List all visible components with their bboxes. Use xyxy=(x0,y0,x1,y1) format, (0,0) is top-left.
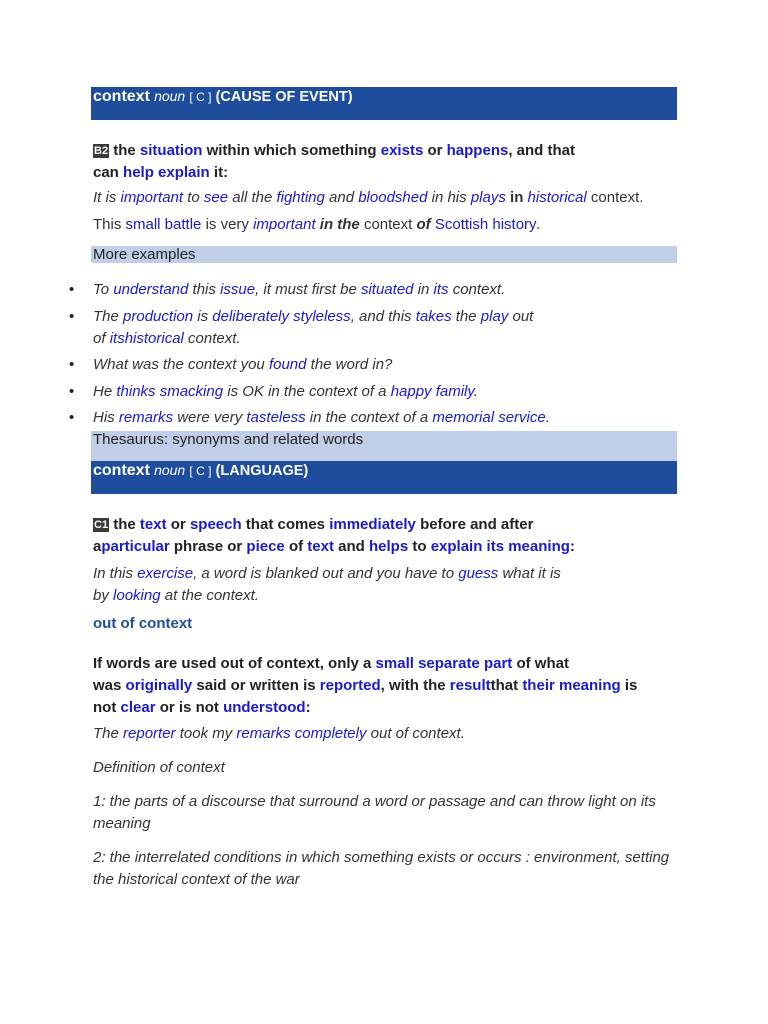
ex-link[interactable]: small battle xyxy=(125,216,202,233)
ex-link[interactable]: happy family xyxy=(390,382,474,400)
ex-text: to xyxy=(187,189,200,206)
definition-heading: Definition of context xyxy=(93,759,225,776)
list-item: • The production is deliberately styleless, and this takes the play out of itshistorical context. xyxy=(93,306,613,350)
ex-link[interactable]: play xyxy=(480,307,509,325)
def-link[interactable]: exists xyxy=(380,142,424,159)
ex-link[interactable]: takes xyxy=(415,307,452,325)
ex-link[interactable]: guess xyxy=(458,565,499,582)
ex-link[interactable]: important xyxy=(253,216,316,233)
grammar-code: [ C ] xyxy=(189,90,212,104)
def-link[interactable]: clear xyxy=(120,699,156,716)
more-examples-label: More examples xyxy=(93,246,196,263)
ex-link[interactable]: its xyxy=(433,281,449,298)
def-word: or xyxy=(427,142,443,159)
list-item: • His remarks were very tasteless in the context of a memorial service. xyxy=(93,407,613,429)
entry-header-cause xyxy=(91,87,677,120)
def-link[interactable]: their meaning xyxy=(522,677,621,694)
ex-text: . xyxy=(536,216,541,233)
examples-list xyxy=(93,279,613,434)
def-link[interactable]: text xyxy=(307,538,334,555)
ex-link[interactable]: remarks completely xyxy=(236,725,367,742)
definition-c1: C1 the text or speech that comes immediately before and after aparticular phrase or piece of text and helps to explain its meaning: xyxy=(93,516,575,555)
definition-1: 1: the parts of a discourse that surround a word or passage and can throw light on its meaning xyxy=(93,793,656,832)
def-word: can xyxy=(93,164,119,181)
sense-label: (CAUSE OF EVENT) xyxy=(215,89,353,105)
ex-link[interactable]: historical xyxy=(527,189,587,206)
ex-link[interactable]: issue xyxy=(220,281,256,298)
level-badge: C1 xyxy=(94,519,109,531)
ex-link[interactable]: thinks smacking xyxy=(116,382,224,400)
definition-b2 xyxy=(93,140,613,184)
def-link[interactable]: reported xyxy=(319,677,381,694)
ex-text: This xyxy=(93,216,122,233)
ex-bold: in xyxy=(510,189,524,206)
def-link[interactable]: text xyxy=(139,516,167,533)
def-link[interactable]: helps xyxy=(368,538,409,555)
ex-link[interactable]: plays xyxy=(470,189,506,206)
ex-link[interactable]: itshistorical xyxy=(109,329,184,347)
ex-link[interactable]: exercise xyxy=(137,565,194,582)
ex-link[interactable]: understand xyxy=(113,281,189,298)
def-link[interactable]: situation xyxy=(139,142,203,159)
ex-text: is very xyxy=(205,216,249,233)
ex-link[interactable]: production xyxy=(123,307,194,325)
def-word: , and that xyxy=(508,142,575,159)
idiom-heading: out of context xyxy=(93,615,193,632)
headword: context xyxy=(93,88,150,105)
def-word: the xyxy=(113,142,136,159)
def-link[interactable]: particular xyxy=(101,538,170,555)
example-sentence: The reporter took my remarks completely out of context. xyxy=(93,725,465,742)
ex-link[interactable]: tasteless xyxy=(246,409,306,426)
ex-bold: of xyxy=(416,216,431,233)
def-link[interactable]: result xyxy=(449,677,491,694)
level-badge: B2 xyxy=(94,145,109,157)
headword: context xyxy=(93,462,150,479)
thesaurus-bar[interactable] xyxy=(91,431,677,461)
sense-label: (LANGUAGE) xyxy=(215,463,309,479)
ex-text: context. xyxy=(590,189,644,206)
ex-text: in his xyxy=(431,189,467,206)
ex-link[interactable]: situated xyxy=(360,281,414,298)
def-link[interactable]: small separate part xyxy=(375,655,513,672)
ex-link[interactable]: deliberately styleless xyxy=(212,307,351,325)
part-of-speech: noun xyxy=(154,462,186,478)
ex-link[interactable]: found xyxy=(268,356,307,373)
def-link[interactable]: piece xyxy=(246,538,285,555)
ex-link[interactable]: important xyxy=(120,189,184,206)
def-link[interactable]: immediately xyxy=(329,516,416,533)
ex-text: It is xyxy=(93,189,117,206)
definition-2: 2: the interrelated conditions in which something exists or occurs : environment, setting the historical context of the war xyxy=(93,849,670,888)
ex-link[interactable]: looking xyxy=(113,587,161,604)
def-link[interactable]: help explain xyxy=(123,164,210,181)
ex-text: and xyxy=(329,189,355,206)
def-link[interactable]: speech xyxy=(189,516,242,533)
part-of-speech: noun xyxy=(154,88,186,104)
ex-link[interactable]: fighting xyxy=(276,189,325,206)
def-word: it: xyxy=(213,164,229,181)
def-word: within which something xyxy=(206,142,377,159)
def-link[interactable]: originally xyxy=(125,677,193,694)
ex-bold: in the xyxy=(319,216,360,233)
example-sentence xyxy=(93,187,693,209)
ex-link[interactable]: Scottish history xyxy=(434,216,537,233)
list-item: • He thinks smacking is OK in the context of a happy family. xyxy=(93,381,613,403)
def-link[interactable]: happens xyxy=(446,142,509,159)
example-sentence xyxy=(93,214,693,236)
ex-link[interactable]: reporter xyxy=(123,725,176,742)
example-sentence: In this exercise, a word is blanked out and you have to guess what it is by looking at the context. xyxy=(93,565,561,604)
entry-header-language xyxy=(91,461,677,494)
idiom-definition: If words are used out of context, only a small separate part of what was originally said or written is reported, with the resultthat their meaning is not clear or is not understood: xyxy=(93,655,638,716)
ex-link[interactable]: remarks xyxy=(118,409,174,426)
thesaurus-label: Thesaurus: synonyms and related words xyxy=(93,431,364,448)
list-item: • To understand this issue, it must first be situated in its context. xyxy=(93,279,613,301)
more-examples-bar[interactable] xyxy=(91,246,677,263)
ex-text: context xyxy=(363,216,413,233)
list-item: • What was the context you found the word in? xyxy=(93,354,613,376)
def-link[interactable]: explain its meaning xyxy=(430,538,570,555)
ex-link[interactable]: bloodshed xyxy=(358,189,428,206)
def-link[interactable]: understood xyxy=(223,699,306,716)
ex-text: all the xyxy=(232,189,273,206)
ex-link[interactable]: see xyxy=(203,189,229,206)
ex-link[interactable]: memorial service xyxy=(432,409,546,426)
grammar-code: [ C ] xyxy=(189,464,212,478)
